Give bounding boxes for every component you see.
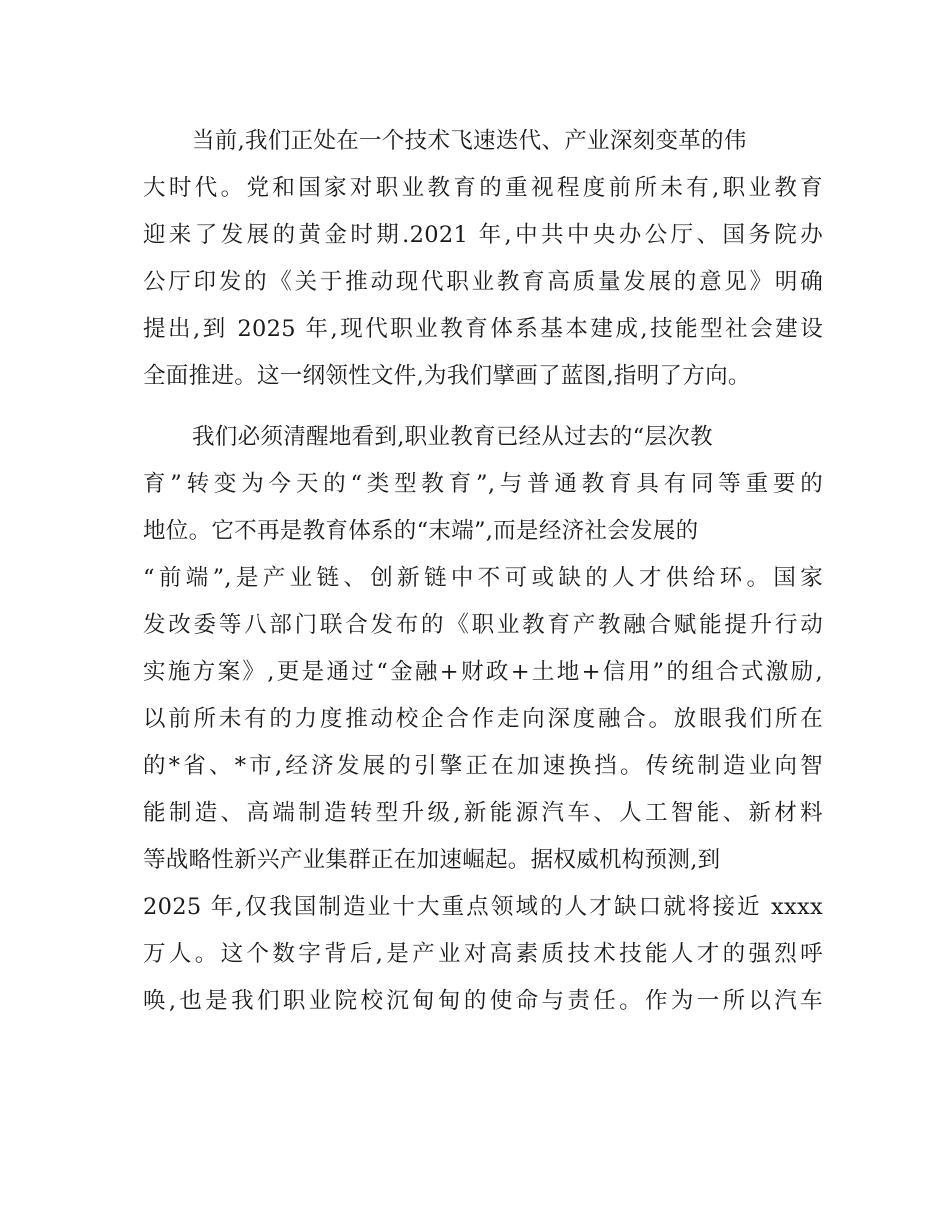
paragraph-line: 育”转变为今天的“类型教育”,与普通教育具有同等重要的 xyxy=(143,471,823,497)
paragraph-line: 大时代。党和国家对职业教育的重视程度前所未有,职业教育 xyxy=(143,175,823,201)
paragraph-line: 提出,到 2025 年,现代职业教育体系基本建成,技能型社会建设 xyxy=(143,316,823,342)
paragraph-line: 实施方案》,更是通过“金融+财政+土地+信用”的组合式激励, xyxy=(143,659,823,685)
paragraph-line: 全面推进。这一纲领性文件,为我们擘画了蓝图,指明了方向。 xyxy=(143,363,751,389)
paragraph-line: 我们必须清醒地看到,职业教育已经从过去的“层次教 xyxy=(192,424,713,450)
paragraph-line: 2025 年,仅我国制造业十大重点领域的人才缺口就将接近 xxxx xyxy=(143,894,823,920)
paragraph-line: “前端”,是产业链、创新链中不可或缺的人才供给环。国家 xyxy=(143,565,823,591)
paragraph-line: 的*省、*市,经济发展的引擎正在加速换挡。传统制造业向智 xyxy=(143,753,823,779)
paragraph-line: 迎来了发展的黄金时期.2021 年,中共中央办公厅、国务院办 xyxy=(143,222,823,248)
paragraph-line: 地位。它不再是教育体系的“末端”,而是经济社会发展的 xyxy=(143,518,699,544)
paragraph-line: 能制造、高端制造转型升级,新能源汽车、人工智能、新材料 xyxy=(143,800,823,826)
paragraph-line: 唤,也是我们职业院校沉甸甸的使命与责任。作为一所以汽车 xyxy=(143,988,823,1014)
paragraph-line: 万人。这个数字背后,是产业对高素质技术技能人才的强烈呼 xyxy=(143,941,823,967)
paragraph-line: 公厅印发的《关于推动现代职业教育高质量发展的意见》明确 xyxy=(143,269,823,295)
paragraph-line: 等战略性新兴产业集群正在加速崛起。据权威机构预测,到 xyxy=(143,847,721,873)
paragraph-line: 当前,我们正处在一个技术飞速迭代、产业深刻变革的伟 xyxy=(192,128,747,154)
paragraph-2 xyxy=(143,414,823,1025)
paragraph-line: 以前所未有的力度推动校企合作走向深度融合。放眼我们所在 xyxy=(143,706,823,732)
paragraph-spacing xyxy=(143,400,823,414)
document-body xyxy=(143,118,823,1025)
paragraph-1 xyxy=(143,118,823,400)
paragraph-line: 发改委等八部门联合发布的《职业教育产教融合赋能提升行动 xyxy=(143,612,823,638)
